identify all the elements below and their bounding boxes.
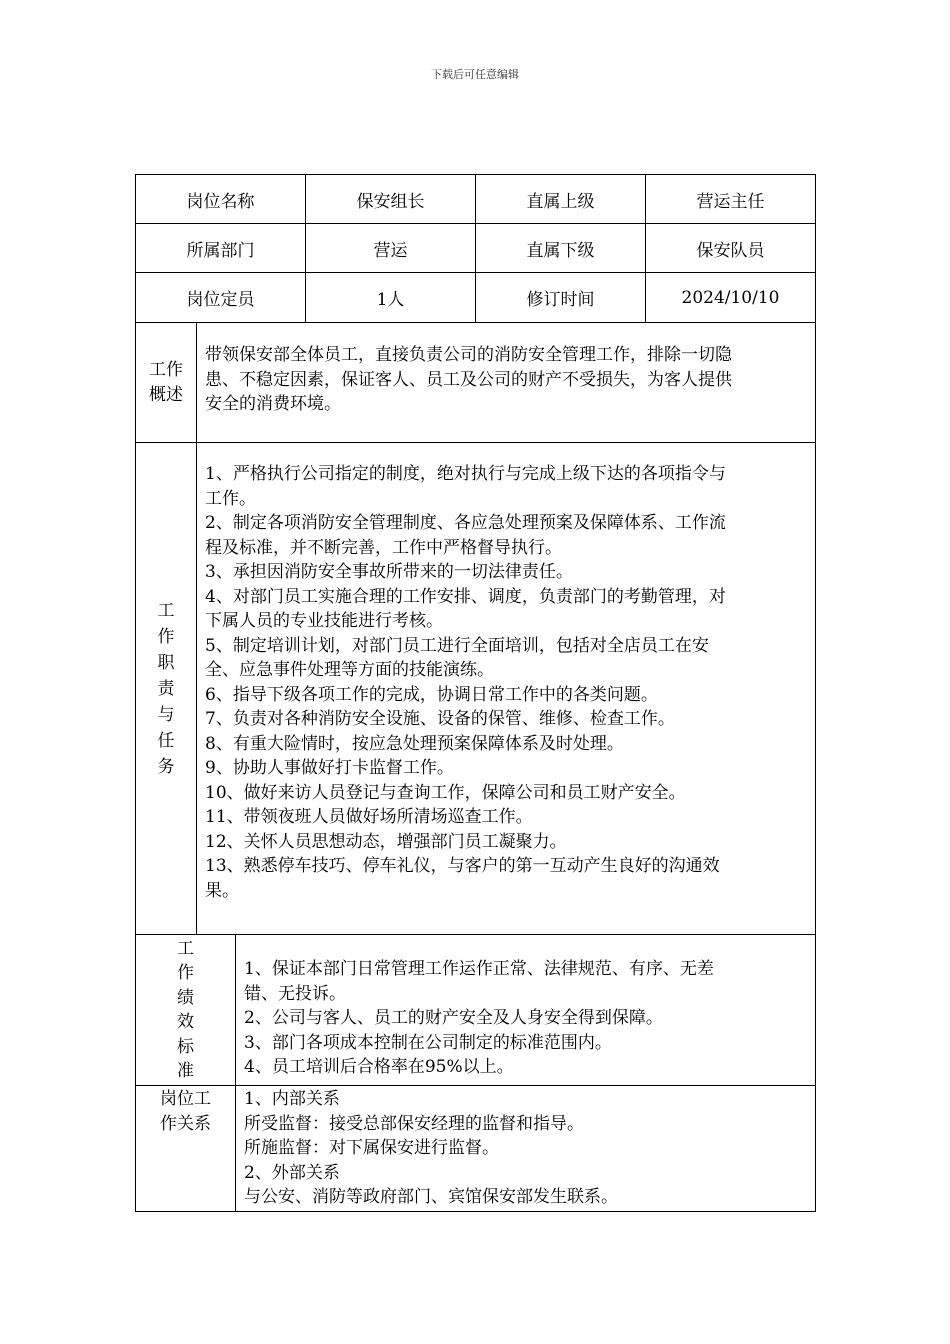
relations-label-line: 作关系 (160, 1113, 211, 1134)
duties-label-char: 责 (157, 678, 175, 699)
label-direct-superior: 直属上级 (526, 191, 595, 212)
duties-label-char: 作 (157, 626, 175, 647)
duties-label-char: 务 (157, 756, 175, 777)
relations-label (136, 1086, 235, 1137)
duties-label-char: 职 (157, 652, 175, 673)
performance-label (136, 935, 235, 1085)
label-headcount: 岗位定员 (186, 290, 255, 310)
performance-label-char: 作 (177, 963, 194, 983)
duty-line: 全、应急事件处理等方面的技能演练。 (205, 660, 494, 680)
row-divider (135, 322, 816, 323)
duties-label-char: 与 (157, 704, 175, 725)
duty-line: 1、严格执行公司指定的制度，绝对执行与完成上级下达的各项指令与 (205, 464, 726, 484)
performance-label-char: 工 (177, 938, 194, 959)
duty-line: 11、带领夜班人员做好场所清场巡查工作。 (205, 807, 533, 827)
value-position-name: 保安组长 (356, 191, 425, 212)
overview-line: 安全的消费环境。 (205, 394, 341, 414)
label-direct-subordinate: 直属下级 (526, 240, 595, 261)
duty-line: 5、制定培训计划，对部门员工进行全面培训，包括对全店员工在安 (205, 635, 709, 656)
performance-line: 3、部门各项成本控制在公司制定的标准范围内。 (244, 1032, 612, 1053)
relations-line: 所施监督：对下属保安进行监督。 (244, 1138, 499, 1158)
duty-line: 工作。 (205, 488, 256, 509)
overview-label-line: 工作 (149, 360, 183, 380)
relations-line: 与公安、消防等政府部门、宾馆保安部发生联系。 (244, 1187, 618, 1207)
label-revision-date: 修订时间 (526, 290, 595, 310)
row-divider (135, 934, 816, 935)
overview-text (205, 343, 807, 417)
duty-line: 2、制定各项消防安全管理制度、各应急处理预案及保障体系、工作流 (205, 513, 726, 533)
label-position-name: 岗位名称 (186, 191, 255, 212)
performance-label-char: 绩 (177, 987, 194, 1008)
relations-line: 所受监督：接受总部保安经理的监督和指导。 (244, 1113, 584, 1134)
relations-line: 2、外部关系 (244, 1162, 340, 1183)
duty-line: 程及标准，并不断完善，工作中严格督导执行。 (205, 537, 562, 558)
performance-text (244, 957, 807, 1080)
duty-line: 8、有重大险情时，按应急处理预案保障体系及时处理。 (205, 733, 624, 754)
row-divider (135, 1085, 816, 1086)
duties-label-char: 任 (157, 730, 175, 751)
relations-text (244, 1087, 807, 1210)
duties-label (136, 443, 196, 934)
duty-line: 10、做好来访人员登记与查询工作，保障公司和员工财产安全。 (205, 782, 686, 803)
overview-label (136, 323, 196, 442)
column-divider (235, 934, 236, 1212)
row-divider (135, 442, 816, 443)
duty-line: 6、指导下级各项工作的完成，协调日常工作中的各类问题。 (205, 684, 658, 705)
overview-label-line: 概述 (149, 384, 183, 405)
duty-line: 果。 (205, 880, 239, 901)
value-headcount: 1人 (376, 290, 405, 310)
duty-line: 12、关怀人员思想动态，增强部门员工凝聚力。 (205, 831, 567, 852)
performance-line: 2、公司与客人、员工的财产安全及人身安全得到保障。 (244, 1008, 663, 1028)
performance-line: 4、员工培训后合格率在95%以上。 (244, 1057, 514, 1077)
performance-line: 错、无投诉。 (244, 983, 346, 1004)
value-department: 营运 (373, 240, 408, 261)
overview-line: 患、不稳定因素，保证客人、员工及公司的财产不受损失，为客人提供 (205, 369, 732, 390)
value-revision-date: 2024/10/10 (681, 287, 780, 308)
duty-line: 7、负责对各种消防安全设施、设备的保管、维修、检查工作。 (205, 709, 675, 729)
header-note: 下载后可任意编辑 (431, 68, 519, 81)
duty-line: 13、熟悉停车技巧、停车礼仪，与客户的第一互动产生良好的沟通效 (205, 856, 720, 876)
relations-line: 1、内部关系 (244, 1089, 340, 1109)
performance-label-char: 效 (177, 1012, 194, 1032)
duties-text (205, 462, 807, 903)
label-department: 所属部门 (186, 240, 255, 261)
performance-label-char: 准 (177, 1061, 194, 1081)
duty-line: 4、对部门员工实施合理的工作安排、调度，负责部门的考勤管理，对 (205, 586, 726, 607)
performance-line: 1、保证本部门日常管理工作运作正常、法律规范、有序、无差 (244, 959, 714, 979)
duties-label-char: 工 (157, 600, 175, 621)
value-direct-subordinate: 保安队员 (696, 240, 765, 261)
duty-line: 下属人员的专业技能进行考核。 (205, 611, 443, 631)
duty-line: 3、承担因消防安全事故所带来的一切法律责任。 (205, 562, 573, 582)
overview-line: 带领保安部全体员工，直接负责公司的消防安全管理工作，排除一切隐 (205, 345, 732, 365)
relations-label-line: 岗位工 (160, 1089, 211, 1109)
duty-line: 9、协助人事做好打卡监督工作。 (205, 758, 454, 778)
column-divider (196, 322, 197, 934)
value-direct-superior: 营运主任 (696, 191, 765, 212)
performance-label-char: 标 (177, 1036, 194, 1057)
